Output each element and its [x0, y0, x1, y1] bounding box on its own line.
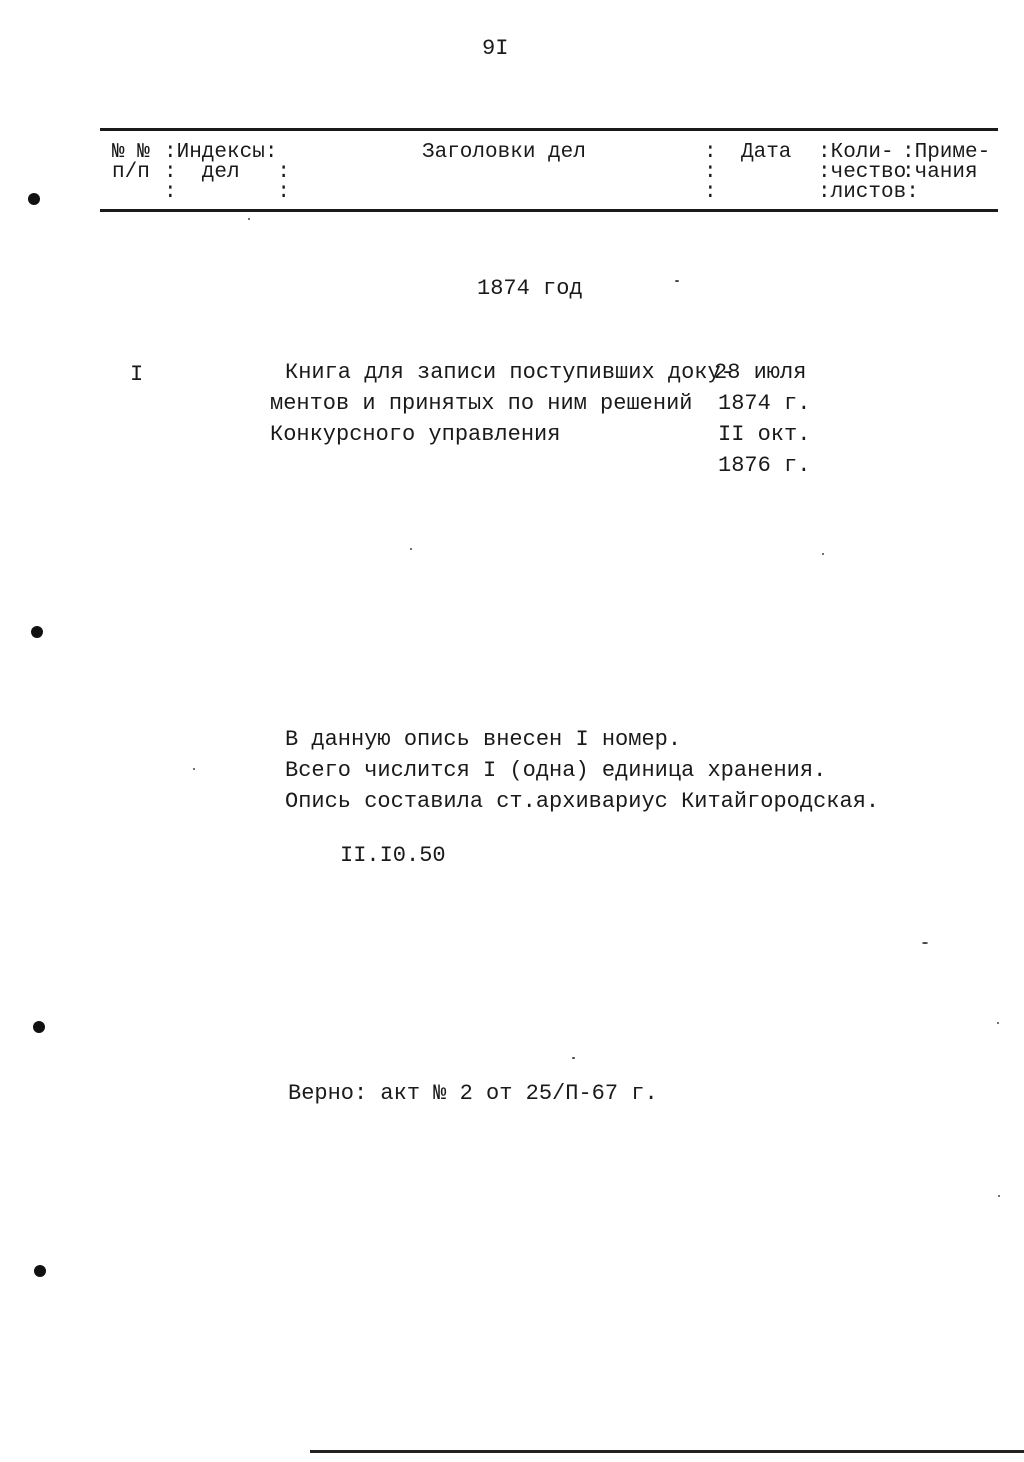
entry-date-line: 28 июля	[714, 360, 807, 385]
entry-number: I	[130, 362, 144, 387]
scan-speck	[675, 280, 679, 282]
verification-line: Верно: акт № 2 от 25/П-67 г.	[288, 1081, 658, 1106]
header-col-notes-line: :Приме-	[902, 141, 991, 164]
header-col-index-line: : :	[164, 181, 291, 204]
scan-speck	[822, 553, 824, 555]
entry-date-line: 1876 г.	[718, 453, 811, 478]
summary-line: Опись составила ст.архивариус Китайгородская.	[285, 789, 880, 814]
scan-speck	[922, 942, 928, 944]
scan-speck	[572, 1057, 575, 1059]
header-col-count-line: :чество	[818, 161, 907, 184]
header-col-number-line: п/п	[112, 161, 150, 184]
scan-speck	[998, 1195, 1000, 1197]
summary-line: В данную опись внесен I номер.	[285, 727, 682, 752]
scan-speck	[410, 548, 412, 550]
page-number: 9I	[482, 36, 509, 61]
header-col-notes-line: :чания	[902, 161, 978, 184]
header-bottom-rule	[100, 209, 998, 212]
punch-hole	[28, 193, 40, 205]
header-separator: :	[704, 161, 717, 184]
entry-title-line: ментов и принятых по ним решений	[270, 391, 693, 416]
scan-speck	[248, 218, 250, 220]
header-col-date: Дата	[741, 141, 792, 164]
header-col-count-line: :Коли-	[818, 141, 894, 164]
entry-date-line: 1874 г.	[718, 391, 811, 416]
page-bottom-edge	[310, 1450, 1024, 1453]
punch-hole	[34, 1265, 46, 1277]
header-col-index-line: :Индексы:	[164, 141, 278, 164]
header-col-count-line: :листов:	[818, 181, 919, 204]
summary-line: Всего числится I (одна) единица хранения.	[285, 758, 827, 783]
scan-speck	[193, 768, 195, 770]
header-separator: :	[704, 181, 717, 204]
header-col-number-line: № №	[112, 141, 150, 164]
year-heading: 1874 год	[477, 276, 583, 301]
scan-speck	[997, 1022, 999, 1024]
header-col-title: Заголовки дел	[422, 141, 586, 164]
header-top-rule	[100, 128, 998, 131]
entry-title-line: Конкурсного управления	[270, 422, 561, 447]
header-separator: :	[704, 141, 717, 164]
header-col-index-line: : дел :	[164, 161, 291, 184]
punch-hole	[31, 626, 43, 638]
summary-date: II.I0.50	[340, 843, 446, 868]
punch-hole	[33, 1021, 45, 1033]
entry-date-line: II окт.	[718, 422, 811, 447]
entry-title-line: Книга для записи поступивших доку-	[285, 360, 734, 385]
